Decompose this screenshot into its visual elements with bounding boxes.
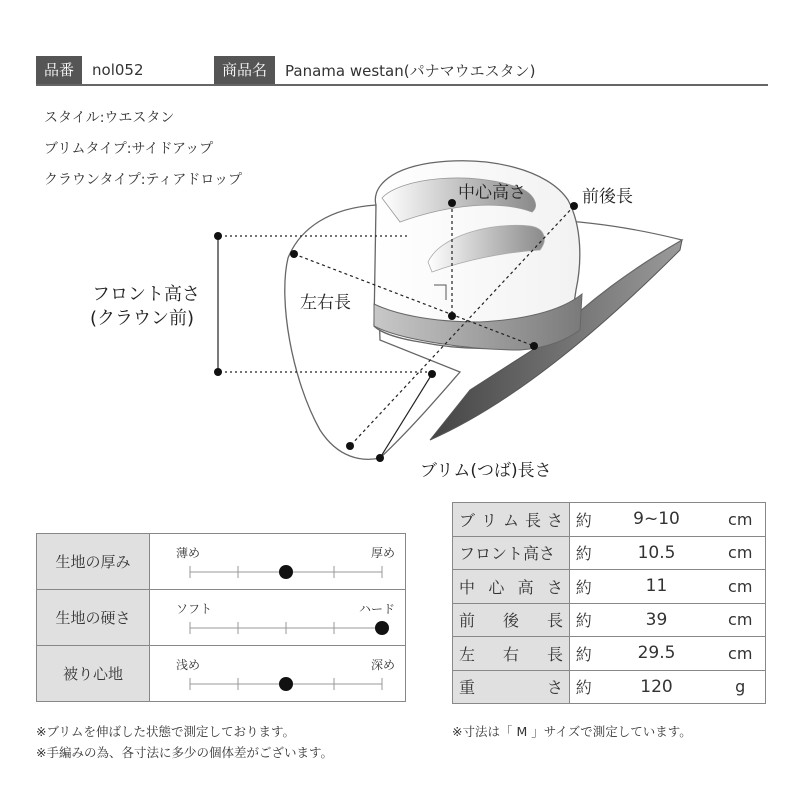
- hat-diagram: [0, 150, 800, 490]
- measurement-name-char: 左: [459, 644, 476, 664]
- label-front-height-sub: (クラウン前): [90, 308, 195, 329]
- measurement-name: [453, 503, 570, 537]
- scale-left-label: 浅め: [176, 658, 201, 672]
- note-handmade: ※手編みの為、各寸法に多少の個体差がございます。: [36, 745, 333, 760]
- measurement-value: 120: [598, 670, 716, 704]
- product-code-value: nol052: [92, 61, 144, 79]
- measurement-approx: 約: [570, 570, 598, 604]
- measurement-unit: cm: [716, 570, 766, 604]
- measurement-value: 39: [598, 603, 716, 637]
- measurement-approx: 約: [570, 670, 598, 704]
- measurement-value: 11: [598, 570, 716, 604]
- measurement-row: [453, 637, 766, 671]
- measurement-name-char: 心: [488, 577, 505, 597]
- label-front-back: 前後長: [582, 187, 633, 207]
- measurement-name-char: フロント高さ: [459, 544, 556, 564]
- measurement-name-char: 高: [517, 577, 534, 597]
- product-code-label: 品番: [36, 56, 82, 84]
- measurement-value: 10.5: [598, 536, 716, 570]
- header-divider: [36, 84, 768, 86]
- measurement-name-char: 長: [546, 611, 563, 631]
- product-name-label: 商品名: [214, 56, 275, 84]
- measurement-name-char: さ: [546, 577, 563, 597]
- measurement-name-char: 重: [459, 678, 476, 698]
- measurement-unit: cm: [716, 637, 766, 671]
- property-row-hardness: [37, 590, 406, 646]
- measurements-table: [452, 502, 766, 704]
- measurement-name: [453, 536, 570, 570]
- scale-marker: [375, 621, 389, 635]
- scale-track: [150, 534, 405, 590]
- property-row-thickness: [37, 534, 406, 590]
- measurement-name-char: さ: [546, 678, 563, 698]
- measurement-name-char: さ: [546, 510, 563, 530]
- measurement-row: [453, 603, 766, 637]
- measurement-name-char: 長: [524, 510, 541, 530]
- property-name: 生地の硬さ: [37, 590, 150, 646]
- product-name: [214, 56, 535, 84]
- measurement-unit: cm: [716, 603, 766, 637]
- product-name-value: Panama westan(パナマウエスタン): [285, 61, 536, 80]
- scale-track: [150, 646, 405, 702]
- measurement-name: [453, 670, 570, 704]
- scale-left-label: 薄め: [176, 546, 201, 560]
- measurement-name-char: 前: [459, 611, 476, 631]
- scale-right-label: 深め: [370, 658, 395, 672]
- measurement-row: [453, 570, 766, 604]
- measurement-row: [453, 503, 766, 537]
- measurement-row: [453, 670, 766, 704]
- measurement-name-char: リ: [480, 510, 497, 530]
- product-code: [36, 56, 144, 84]
- measurement-row: [453, 536, 766, 570]
- measurement-value: 9~10: [598, 503, 716, 537]
- measurement-value: 29.5: [598, 637, 716, 671]
- scale-track: [150, 590, 405, 646]
- measurement-unit: g: [716, 670, 766, 704]
- note-size: ※寸法は「 M 」サイズで測定しています。: [452, 724, 692, 739]
- measurement-approx: 約: [570, 536, 598, 570]
- fabric-properties-table: [36, 533, 406, 702]
- spec-style: スタイル:ウエスタン: [44, 110, 175, 126]
- measurement-name-char: ブ: [459, 510, 476, 530]
- measurement-name-char: 右: [502, 644, 519, 664]
- spec-brim-type: ブリムタイプ:サイドアップ: [44, 141, 214, 157]
- property-row-fit: [37, 646, 406, 702]
- measurement-name: [453, 603, 570, 637]
- note-brim-measure: ※ブリムを伸ばした状態で測定しております。: [36, 724, 295, 739]
- measurement-approx: 約: [570, 503, 598, 537]
- property-name: 生地の厚み: [37, 534, 150, 590]
- label-brim-length: ブリム(つば)長さ: [420, 461, 552, 481]
- spec-crown-type: クラウンタイプ:ティアドロップ: [44, 172, 243, 188]
- scale-right-label: 厚め: [370, 546, 395, 560]
- label-center-height: 中心高さ: [458, 183, 526, 203]
- measurement-approx: 約: [570, 637, 598, 671]
- scale-right-label: ハード: [358, 602, 395, 616]
- property-scale: [150, 534, 406, 590]
- label-side-length: 左右長: [300, 293, 351, 313]
- scale-left-label: ソフト: [176, 602, 213, 616]
- property-name: 被り心地: [37, 646, 150, 702]
- property-scale: [150, 590, 406, 646]
- property-scale: [150, 646, 406, 702]
- measurement-unit: cm: [716, 536, 766, 570]
- measurement-unit: cm: [716, 503, 766, 537]
- measurement-name: [453, 570, 570, 604]
- scale-marker: [279, 565, 293, 579]
- measurement-name-char: 中: [459, 577, 476, 597]
- scale-marker: [279, 677, 293, 691]
- measurement-name-char: ム: [502, 510, 519, 530]
- measurement-name-char: 長: [546, 644, 563, 664]
- measurement-name: [453, 637, 570, 671]
- measurement-approx: 約: [570, 603, 598, 637]
- measurement-name-char: 後: [502, 611, 519, 631]
- label-front-height: フロント高さ: [92, 284, 200, 305]
